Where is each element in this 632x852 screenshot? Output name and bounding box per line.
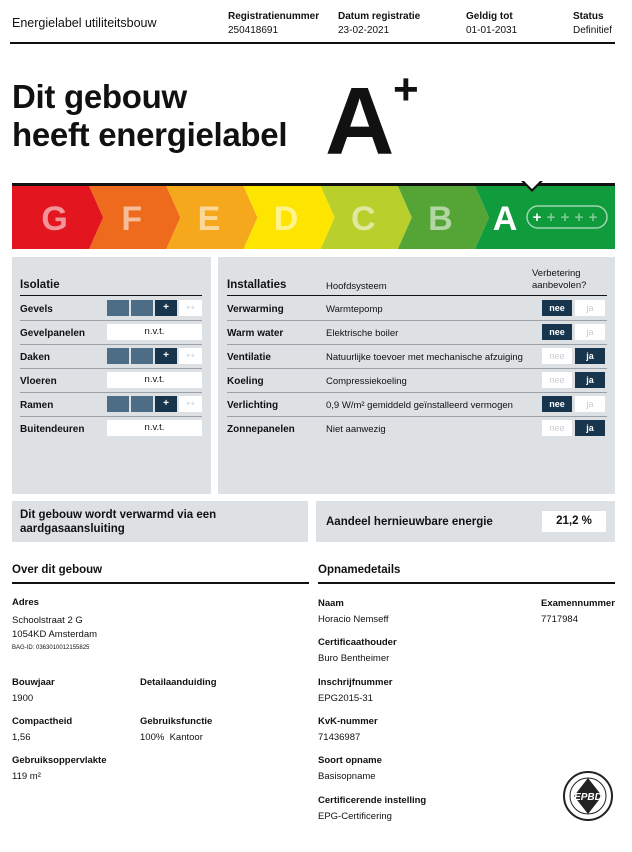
instelling-label: Certificerende instelling [318, 795, 427, 806]
isolatie-row-divider [20, 368, 202, 369]
installatie-row-divider [227, 344, 607, 345]
isolatie-value-nvt: n.v.t. [107, 372, 202, 388]
gebruiksfunctie-label: Gebruiksfunctie [140, 716, 213, 727]
isolatie-value-nvt: n.v.t. [107, 420, 202, 436]
detailaanduiding-label: Detailaanduiding [140, 677, 217, 688]
header-divider [10, 42, 615, 44]
installatie-label: Verlichting [227, 400, 279, 411]
isolatie-row-divider [20, 320, 202, 321]
over-title: Over dit gebouw [12, 564, 103, 576]
installatie-row-divider [227, 368, 607, 369]
advies-nee-button: nee [542, 324, 572, 340]
installatie-hoofdsysteem: Elektrische boiler [326, 328, 399, 339]
installatie-hoofdsysteem: 0,9 W/m² gemiddeld geïnstalleerd vermogen [326, 400, 513, 411]
bouwjaar-label: Bouwjaar [12, 677, 55, 688]
gebruiksfunctie-value: 100% Kantoor [140, 732, 203, 743]
renewable-value: 21,2 % [542, 511, 606, 532]
scale-plus: + [532, 209, 542, 226]
isolatie-row-divider [20, 392, 202, 393]
adres-value: Schoolstraat 2 G 1054KD Amsterdam [12, 615, 98, 640]
isolatie-label-gevelpanelen: Gevelpanelen [20, 328, 86, 339]
col-hoofdsysteem: Hoofdsysteem [326, 281, 387, 292]
opname-title: Opnamedetails [318, 564, 401, 576]
scale-letter-b: B [428, 200, 453, 238]
isolatie-level-block [107, 300, 129, 316]
installatie-row-divider [227, 320, 607, 321]
soort-opname-value: Basisopname [318, 771, 376, 782]
isolatie-plus-filled: + [155, 348, 177, 364]
isolatie-plus-filled: + [155, 396, 177, 412]
scale-letter-e: E [197, 200, 221, 238]
hero-energy-label: A [325, 68, 391, 175]
compactheid-label: Compactheid [12, 716, 73, 727]
isolatie-label-daken: Daken [20, 352, 51, 363]
installaties-title: Installaties [227, 279, 287, 291]
advies-ja-button: ja [575, 396, 605, 412]
col-verbetering: Verbetering aanbevolen? [532, 268, 587, 291]
isolatie-level-block [131, 348, 153, 364]
scale-letter-a: A [492, 200, 518, 238]
advies-ja-button: ja [575, 420, 605, 436]
installatie-hoofdsysteem: Natuurlijke toevoer met mechanische afzuiging [326, 352, 523, 363]
isolatie-label-ramen: Ramen [20, 400, 54, 411]
scale-plus: + [546, 209, 556, 226]
scale-plus: + [560, 209, 570, 226]
active-class-pointer [521, 180, 543, 192]
isolatie-plus-empty: ++ [179, 396, 202, 412]
isolatie-label-buitendeuren: Buitendeuren [20, 424, 85, 435]
installaties-title-line [227, 295, 607, 296]
isolatie-value-nvt: n.v.t. [107, 324, 202, 340]
inschrijfnummer-label: Inschrijfnummer [318, 677, 393, 688]
kvk-label: KvK-nummer [318, 716, 378, 727]
svg-text:EPBD: EPBD [574, 792, 602, 803]
scale-plus: + [588, 209, 598, 226]
oppervlakte-value: 119 m² [12, 771, 41, 782]
isolatie-plus-empty: ++ [179, 348, 202, 364]
advies-ja-button: ja [575, 324, 605, 340]
isolatie-level-block [107, 396, 129, 412]
advies-nee-button: nee [542, 420, 572, 436]
installatie-label: Zonnepanelen [227, 424, 295, 435]
certificaathouder-label: Certificaathouder [318, 637, 397, 648]
isolatie-title: Isolatie [20, 279, 60, 291]
epbd-logo [562, 770, 614, 822]
scale-plus: + [574, 209, 584, 226]
bag-id: BAG-ID: 0363010012155825 [12, 645, 90, 651]
isolatie-level-block [107, 348, 129, 364]
gas-text: Dit gebouw wordt verwarmd via een aardgasaansluiting [20, 509, 217, 535]
isolatie-plus-empty: ++ [179, 300, 202, 316]
hero-plus: + [393, 65, 419, 114]
kvk-value: 71436987 [318, 732, 361, 743]
advies-nee-button: nee [542, 396, 572, 412]
installatie-hoofdsysteem: Warmtepomp [326, 304, 383, 315]
isolatie-plus-filled: + [155, 300, 177, 316]
isolatie-row-divider [20, 416, 202, 417]
opname-title-line [318, 582, 615, 584]
advies-nee-button: nee [542, 372, 572, 388]
isolatie-label-gevels: Gevels [20, 304, 53, 315]
oppervlakte-label: Gebruiksoppervlakte [12, 755, 107, 766]
installatie-row-divider [227, 416, 607, 417]
scale-letter-f: F [121, 200, 143, 238]
isolatie-label-vloeren: Vloeren [20, 376, 57, 387]
document-title: Energielabel utiliteitsbouw [12, 16, 157, 30]
header-datum-registratie: Datum registratie 23-02-2021 [338, 11, 421, 36]
adres-label: Adres [12, 597, 39, 608]
installatie-hoofdsysteem: Niet aanwezig [326, 424, 386, 435]
soort-opname-label: Soort opname [318, 755, 382, 766]
instelling-value: EPG-Certificering [318, 811, 392, 822]
installatie-hoofdsysteem: Compressiekoeling [326, 376, 407, 387]
compactheid-value: 1,56 [12, 732, 31, 743]
over-title-line [12, 582, 309, 584]
examennummer-value: 7717984 [541, 614, 578, 625]
scale-letter-g: G [41, 200, 68, 238]
energy-label-scale [12, 186, 615, 249]
advies-nee-button: nee [542, 300, 572, 316]
advies-nee-button: nee [542, 348, 572, 364]
header-status: Status Definitief [573, 11, 612, 36]
advies-ja-button: ja [575, 372, 605, 388]
installatie-label: Warm water [227, 328, 284, 339]
naam-label: Naam [318, 598, 344, 609]
isolatie-row-divider [20, 344, 202, 345]
scale-letter-c: C [350, 200, 376, 238]
advies-ja-button: ja [575, 348, 605, 364]
naam-value: Horacio Nemseff [318, 614, 389, 625]
installatie-row-divider [227, 392, 607, 393]
isolatie-level-block [131, 396, 153, 412]
isolatie-title-line [20, 295, 202, 296]
advies-ja-button: ja [575, 300, 605, 316]
hero-title: Dit gebouw heeft energielabel [12, 78, 288, 153]
bouwjaar-value: 1900 [12, 693, 34, 704]
header-geldig-tot: Geldig tot 01-01-2031 [466, 11, 518, 36]
installatie-label: Ventilatie [227, 352, 271, 363]
inschrijfnummer-value: EPG2015-31 [318, 693, 373, 704]
renewable-label: Aandeel hernieuwbare energie [326, 516, 493, 528]
installatie-label: Verwarming [227, 304, 284, 315]
header-registratienummer: Registratienummer 250418691 [228, 11, 320, 36]
certificaathouder-value: Buro Bentheimer [318, 653, 390, 664]
examennummer-label: Examennummer [541, 598, 615, 609]
scale-letter-d: D [273, 200, 299, 238]
isolatie-level-block [131, 300, 153, 316]
installatie-label: Koeling [227, 376, 264, 387]
